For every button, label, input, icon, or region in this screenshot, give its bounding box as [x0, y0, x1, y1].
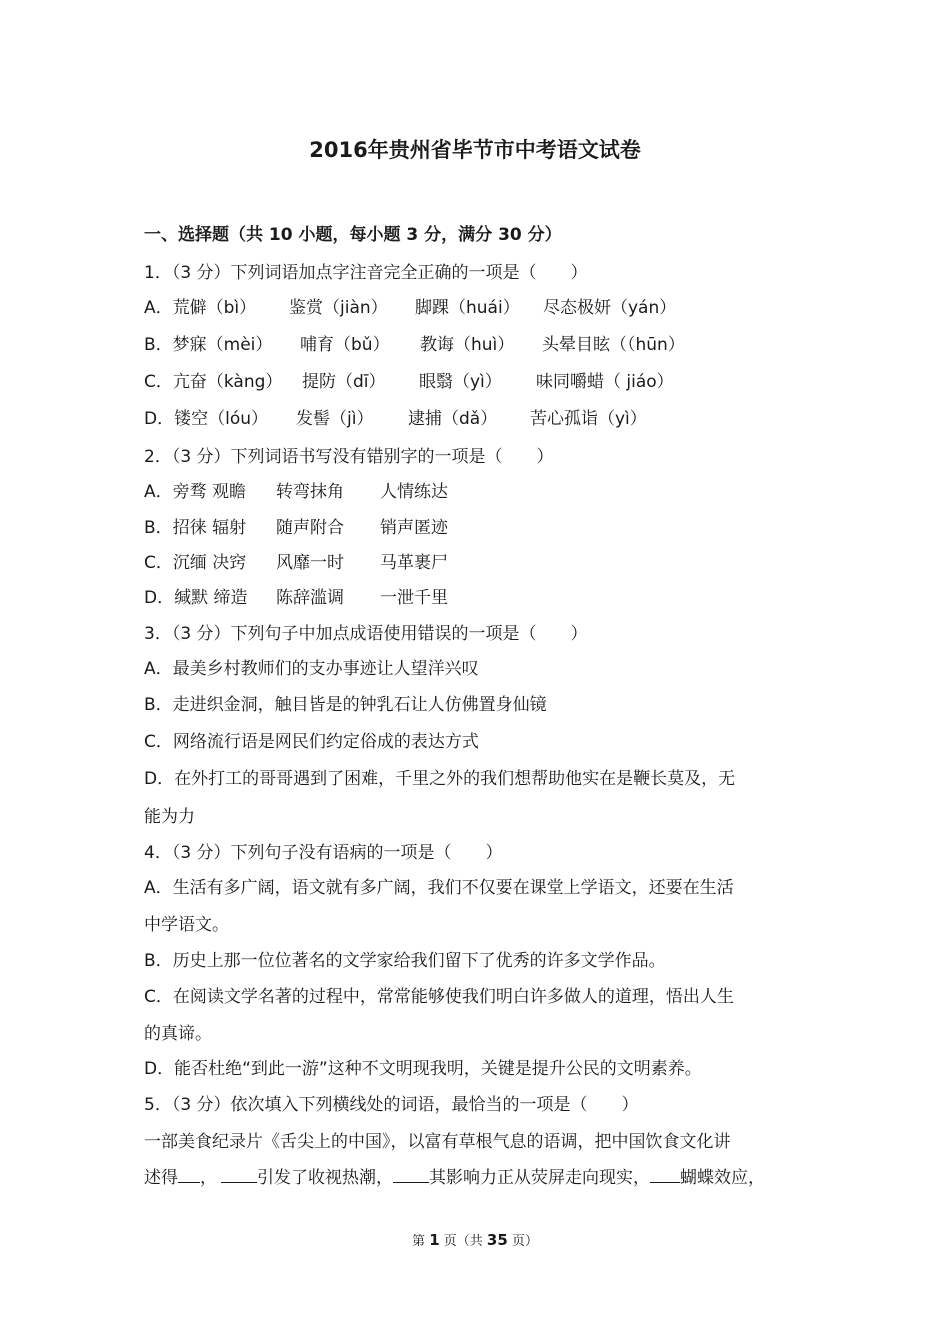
option-word: 尽态极妍（yán）	[543, 298, 677, 318]
question-2-option-c	[144, 548, 448, 573]
option-word: 头晕目眩（（hūn）	[542, 335, 685, 355]
question-3-option-d-cont: 能为力	[144, 807, 195, 827]
question-2-option-b	[144, 513, 448, 538]
option-word: 销声匿迹	[380, 518, 448, 538]
question-3-option-d: D．在外打工的哥哥遇到了困难，千里之外的我们想帮助他实在是鞭长莫及，无	[144, 769, 736, 789]
question-2-stem: 2．（3 分）下列词语书写没有错别字的一项是（ ）	[144, 447, 554, 467]
option-word: 提防（dī）	[302, 372, 386, 392]
option-word: 哺育（bǔ）	[300, 335, 390, 355]
passage-text: 引发了收视热潮，	[257, 1168, 393, 1188]
section-heading: 一、选择题（共 10 小题，每小题 3 分，满分 30 分）	[144, 225, 562, 245]
question-4-option-c-cont: 的真谛。	[144, 1024, 212, 1044]
option-word: A．荒僻（bì）	[144, 298, 257, 318]
option-word: D．缄默 缔造	[144, 588, 248, 608]
option-word: C．亢奋（kàng）	[144, 372, 283, 392]
page-footer	[0, 1230, 950, 1249]
question-4-option-a: A．生活有多广阔，语文就有多广阔，我们不仅要在课堂上学语文，还要在生活	[144, 878, 734, 898]
question-5-stem: 5．（3 分）依次填入下列横线处的词语，最恰当的一项是（ ）	[144, 1095, 639, 1115]
page-title: 2016年贵州省毕节市中考语文试卷	[309, 138, 641, 162]
page-number: 1	[429, 1231, 440, 1249]
question-5-passage-line-2	[144, 1163, 765, 1188]
fill-blank	[221, 1168, 257, 1183]
passage-text: 述得	[144, 1168, 178, 1188]
footer-text: 页）	[511, 1234, 538, 1249]
question-4-option-a-cont: 中学语文。	[144, 915, 229, 935]
option-word: 发髻（jì）	[296, 409, 374, 429]
question-4-stem: 4．（3 分）下列句子没有语病的一项是（ ）	[144, 843, 503, 863]
passage-text: ，	[200, 1168, 217, 1188]
question-4-option-d: D．能否杜绝“到此一游”这种不文明现我明，关键是提升公民的文明素养。	[144, 1059, 702, 1079]
option-word: 人情练达	[380, 482, 448, 502]
option-word: 风靡一时	[276, 553, 344, 573]
total-pages: 35	[486, 1231, 508, 1249]
fill-blank	[178, 1168, 200, 1183]
question-1-stem: 1．（3 分）下列词语加点字注音完全正确的一项是（ ）	[144, 263, 588, 283]
option-word: 逮捕（dǎ）	[408, 409, 498, 429]
option-word: 马革裹尸	[380, 553, 448, 573]
option-word: 苦心孤诣（yì）	[530, 409, 647, 429]
option-word: C．沉缅 决窍	[144, 553, 247, 573]
option-word: 鉴赏（jiàn）	[289, 298, 388, 318]
fill-blank	[650, 1168, 680, 1183]
question-1-option-b	[144, 330, 685, 355]
question-4-option-b: B．历史上那一位位著名的文学家给我们留下了优秀的许多文学作品。	[144, 951, 666, 971]
question-3-option-a: A．最美乡村教师们的支办事迹让人望洋兴叹	[144, 659, 479, 679]
question-1-option-a	[144, 293, 676, 318]
option-word: A．旁骛 观瞻	[144, 482, 247, 502]
footer-text: 第	[412, 1234, 426, 1249]
passage-text: 其影响力正从荧屏走向现实，	[429, 1168, 650, 1188]
option-word: 一泄千里	[380, 588, 448, 608]
question-1-option-d	[144, 404, 647, 429]
option-word: 教诲（huì）	[420, 335, 515, 355]
question-4-option-c: C．在阅读文学名著的过程中，常常能够使我们明白许多做人的道理，悟出人生	[144, 987, 734, 1007]
question-2-option-d	[144, 583, 448, 608]
question-1-option-c	[144, 367, 674, 392]
option-word: B．梦寐（mèi）	[144, 335, 273, 355]
option-word: D．镂空（lóu）	[144, 409, 268, 429]
option-word: 陈辞滥调	[276, 588, 344, 608]
question-3-stem: 3．（3 分）下列句子中加点成语使用错误的一项是（ ）	[144, 624, 588, 644]
question-5-passage-line-1: 一部美食纪录片《舌尖上的中国》，以富有草根气息的语调，把中国饮食文化讲	[144, 1132, 731, 1152]
question-3-option-c: C．网络流行语是网民们约定俗成的表达方式	[144, 732, 479, 752]
question-2-option-a	[144, 477, 448, 502]
option-word: 随声附合	[276, 518, 344, 538]
option-word: 眼翳（yì）	[419, 372, 502, 392]
option-word: 转弯抹角	[276, 482, 344, 502]
passage-text: 蝴蝶效应，	[680, 1168, 765, 1188]
option-word: 味同嚼蜡（ jiáo）	[536, 372, 674, 392]
footer-text: 页（共	[443, 1234, 483, 1249]
option-word: B．招徕 辐射	[144, 518, 247, 538]
question-3-option-b: B．走进织金洞，触目皆是的钟乳石让人仿佛置身仙镜	[144, 695, 547, 715]
option-word: 脚踝（huái）	[415, 298, 520, 318]
fill-blank	[393, 1168, 429, 1183]
